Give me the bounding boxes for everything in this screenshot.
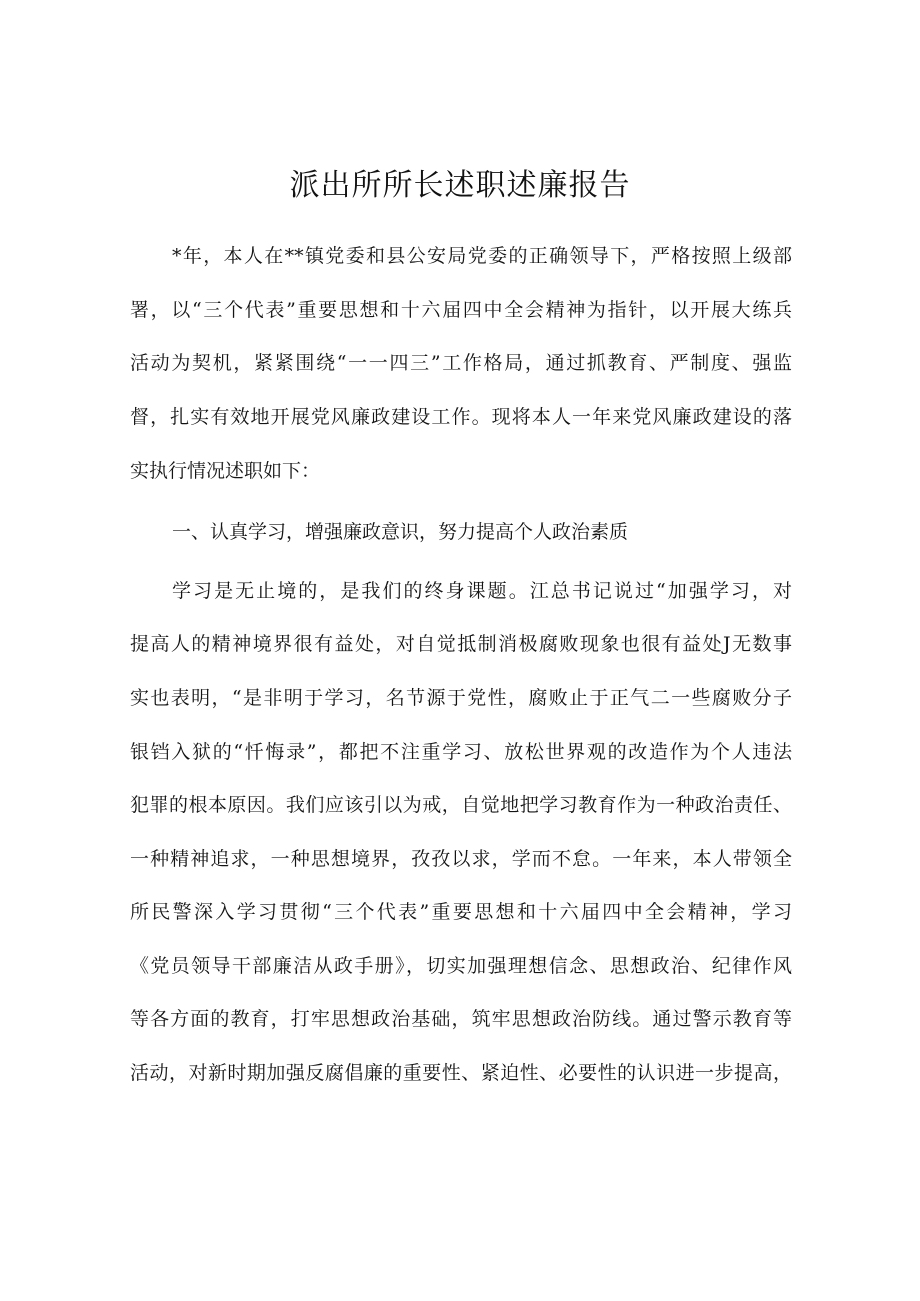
- section-heading: 一、认真学习，增强廉政意识，努力提高个人政治素质: [172, 521, 629, 543]
- paragraph-line: 银铛入狱的“忏悔录”，都把不注重学习、放松世界观的改造作为个人违法: [130, 741, 792, 763]
- paragraph-line: 署，以“三个代表”重要思想和十六届四中全会精神为指针，以开展大练兵: [130, 299, 792, 321]
- paragraph-line: 提高人的精神境界很有益处，对自觉抵制消极腐败现象也很有益处J无数事: [130, 633, 792, 655]
- paragraph-line: 一种精神追求，一种思想境界，孜孜以求，学而不怠。一年来，本人带领全: [130, 848, 792, 870]
- paragraph-line: 活动，对新时期加强反腐倡廉的重要性、紧迫性、必要性的认识进一步提高，: [130, 1062, 792, 1084]
- paragraph-line: 学习是无止境的，是我们的终身课题。江总书记说过“加强学习，对: [172, 580, 792, 602]
- document-title: 派出所所长述职述廉报告: [289, 168, 631, 203]
- paragraph-line: 犯罪的根本原因。我们应该引以为戒，自觉地把学习教育作为一种政治责任、: [130, 794, 792, 816]
- paragraph-line: 等各方面的教育，打牢思想政治基础，筑牢思想政治防线。通过警示教育等: [130, 1008, 792, 1030]
- paragraph-line: 活动为契机，紧紧围绕“一一四三”工作格局，通过抓教育、严制度、强监: [130, 352, 792, 374]
- paragraph-line: 所民警深入学习贯彻“三个代表”重要思想和十六届四中全会精神，学习: [130, 901, 792, 923]
- paragraph-line: 督，扎实有效地开展党风廉政建设工作。现将本人一年来党风廉政建设的落: [130, 406, 792, 428]
- paragraph-line: 实也表明，“是非明于学习，名节源于党性，腐败止于正气二一些腐败分子: [130, 687, 792, 709]
- paragraph-line: 《党员领导干部廉洁从政手册》，切实加强理想信念、思想政治、纪律作风: [130, 955, 792, 977]
- paragraph-line: 实执行情况述职如下：: [130, 460, 321, 482]
- paragraph-line: *年，本人在**镇党委和县公安局党委的正确领导下，严格按照上级部: [172, 245, 792, 267]
